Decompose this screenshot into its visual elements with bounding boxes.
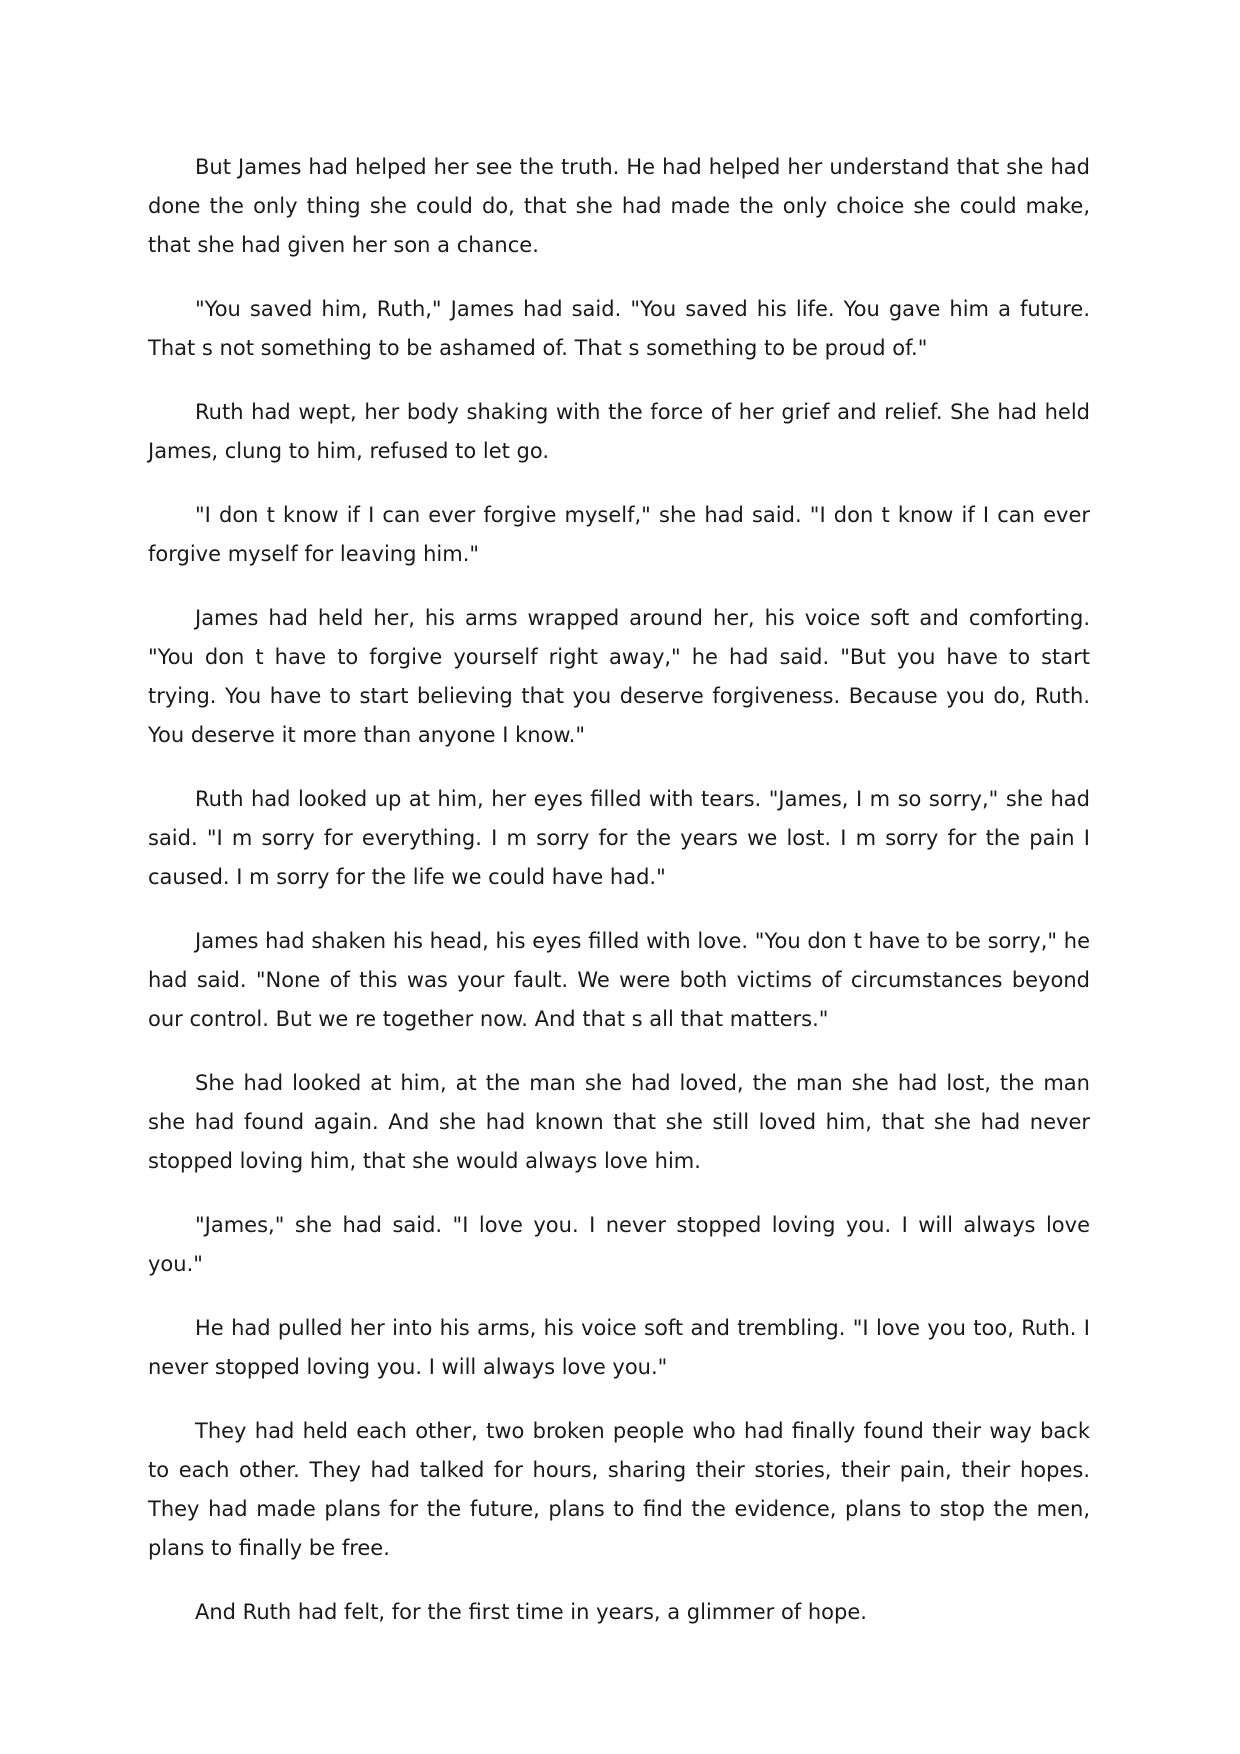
paragraph: They had held each other, two broken people who had finally found their way back to each other. They had talked for hours, sharing their stories, their pain, their hopes. They had made plans for the future, plans to find the evidence, plans to stop the men, plans to finally be free. <box>148 1419 1090 1560</box>
paragraph: James had shaken his head, his eyes filled with love. "You don t have to be sorry," he had said. "None of this was your fault. We were both victims of circumstances beyond our control. But we re together now. And that s all that matters." <box>148 929 1090 1031</box>
paragraph: And Ruth had felt, for the first time in years, a glimmer of hope. <box>195 1600 867 1624</box>
paragraph: Ruth had looked up at him, her eyes filled with tears. "James, I m so sorry," she had said. "I m sorry for everything. I m sorry for the years we lost. I m sorry for the pain I caused. I m sorry for the life we could have had." <box>148 787 1090 889</box>
paragraph: James had held her, his arms wrapped around her, his voice soft and comforting. "You don t have to forgive yourself right away," he had said. "But you have to start trying. You have to start believing that you deserve forgiveness. Because you do, Ruth. You deserve it more than anyone I know." <box>148 606 1090 747</box>
paragraph: "James," she had said. "I love you. I never stopped loving you. I will always love you." <box>148 1213 1090 1276</box>
paragraph: "I don t know if I can ever forgive myself," she had said. "I don t know if I can ever forgive myself for leaving him." <box>148 503 1090 566</box>
paragraph: Ruth had wept, her body shaking with the force of her grief and relief. She had held James, clung to him, refused to let go. <box>148 400 1090 463</box>
paragraph: But James had helped her see the truth. He had helped her understand that she had done the only thing she could do, that she had made the only choice she could make, that she had given her son a chance. <box>148 155 1090 257</box>
body-text <box>148 148 1090 1632</box>
paragraph: She had looked at him, at the man she had loved, the man she had lost, the man she had found again. And she had known that she still loved him, that she had never stopped loving him, that she would always love him. <box>148 1071 1090 1173</box>
paragraph: "You saved him, Ruth," James had said. "You saved his life. You gave him a future. That s not something to be ashamed of. That s something to be proud of." <box>148 297 1090 360</box>
paragraph: He had pulled her into his arms, his voice soft and trembling. "I love you too, Ruth. I never stopped loving you. I will always love you." <box>148 1316 1090 1379</box>
